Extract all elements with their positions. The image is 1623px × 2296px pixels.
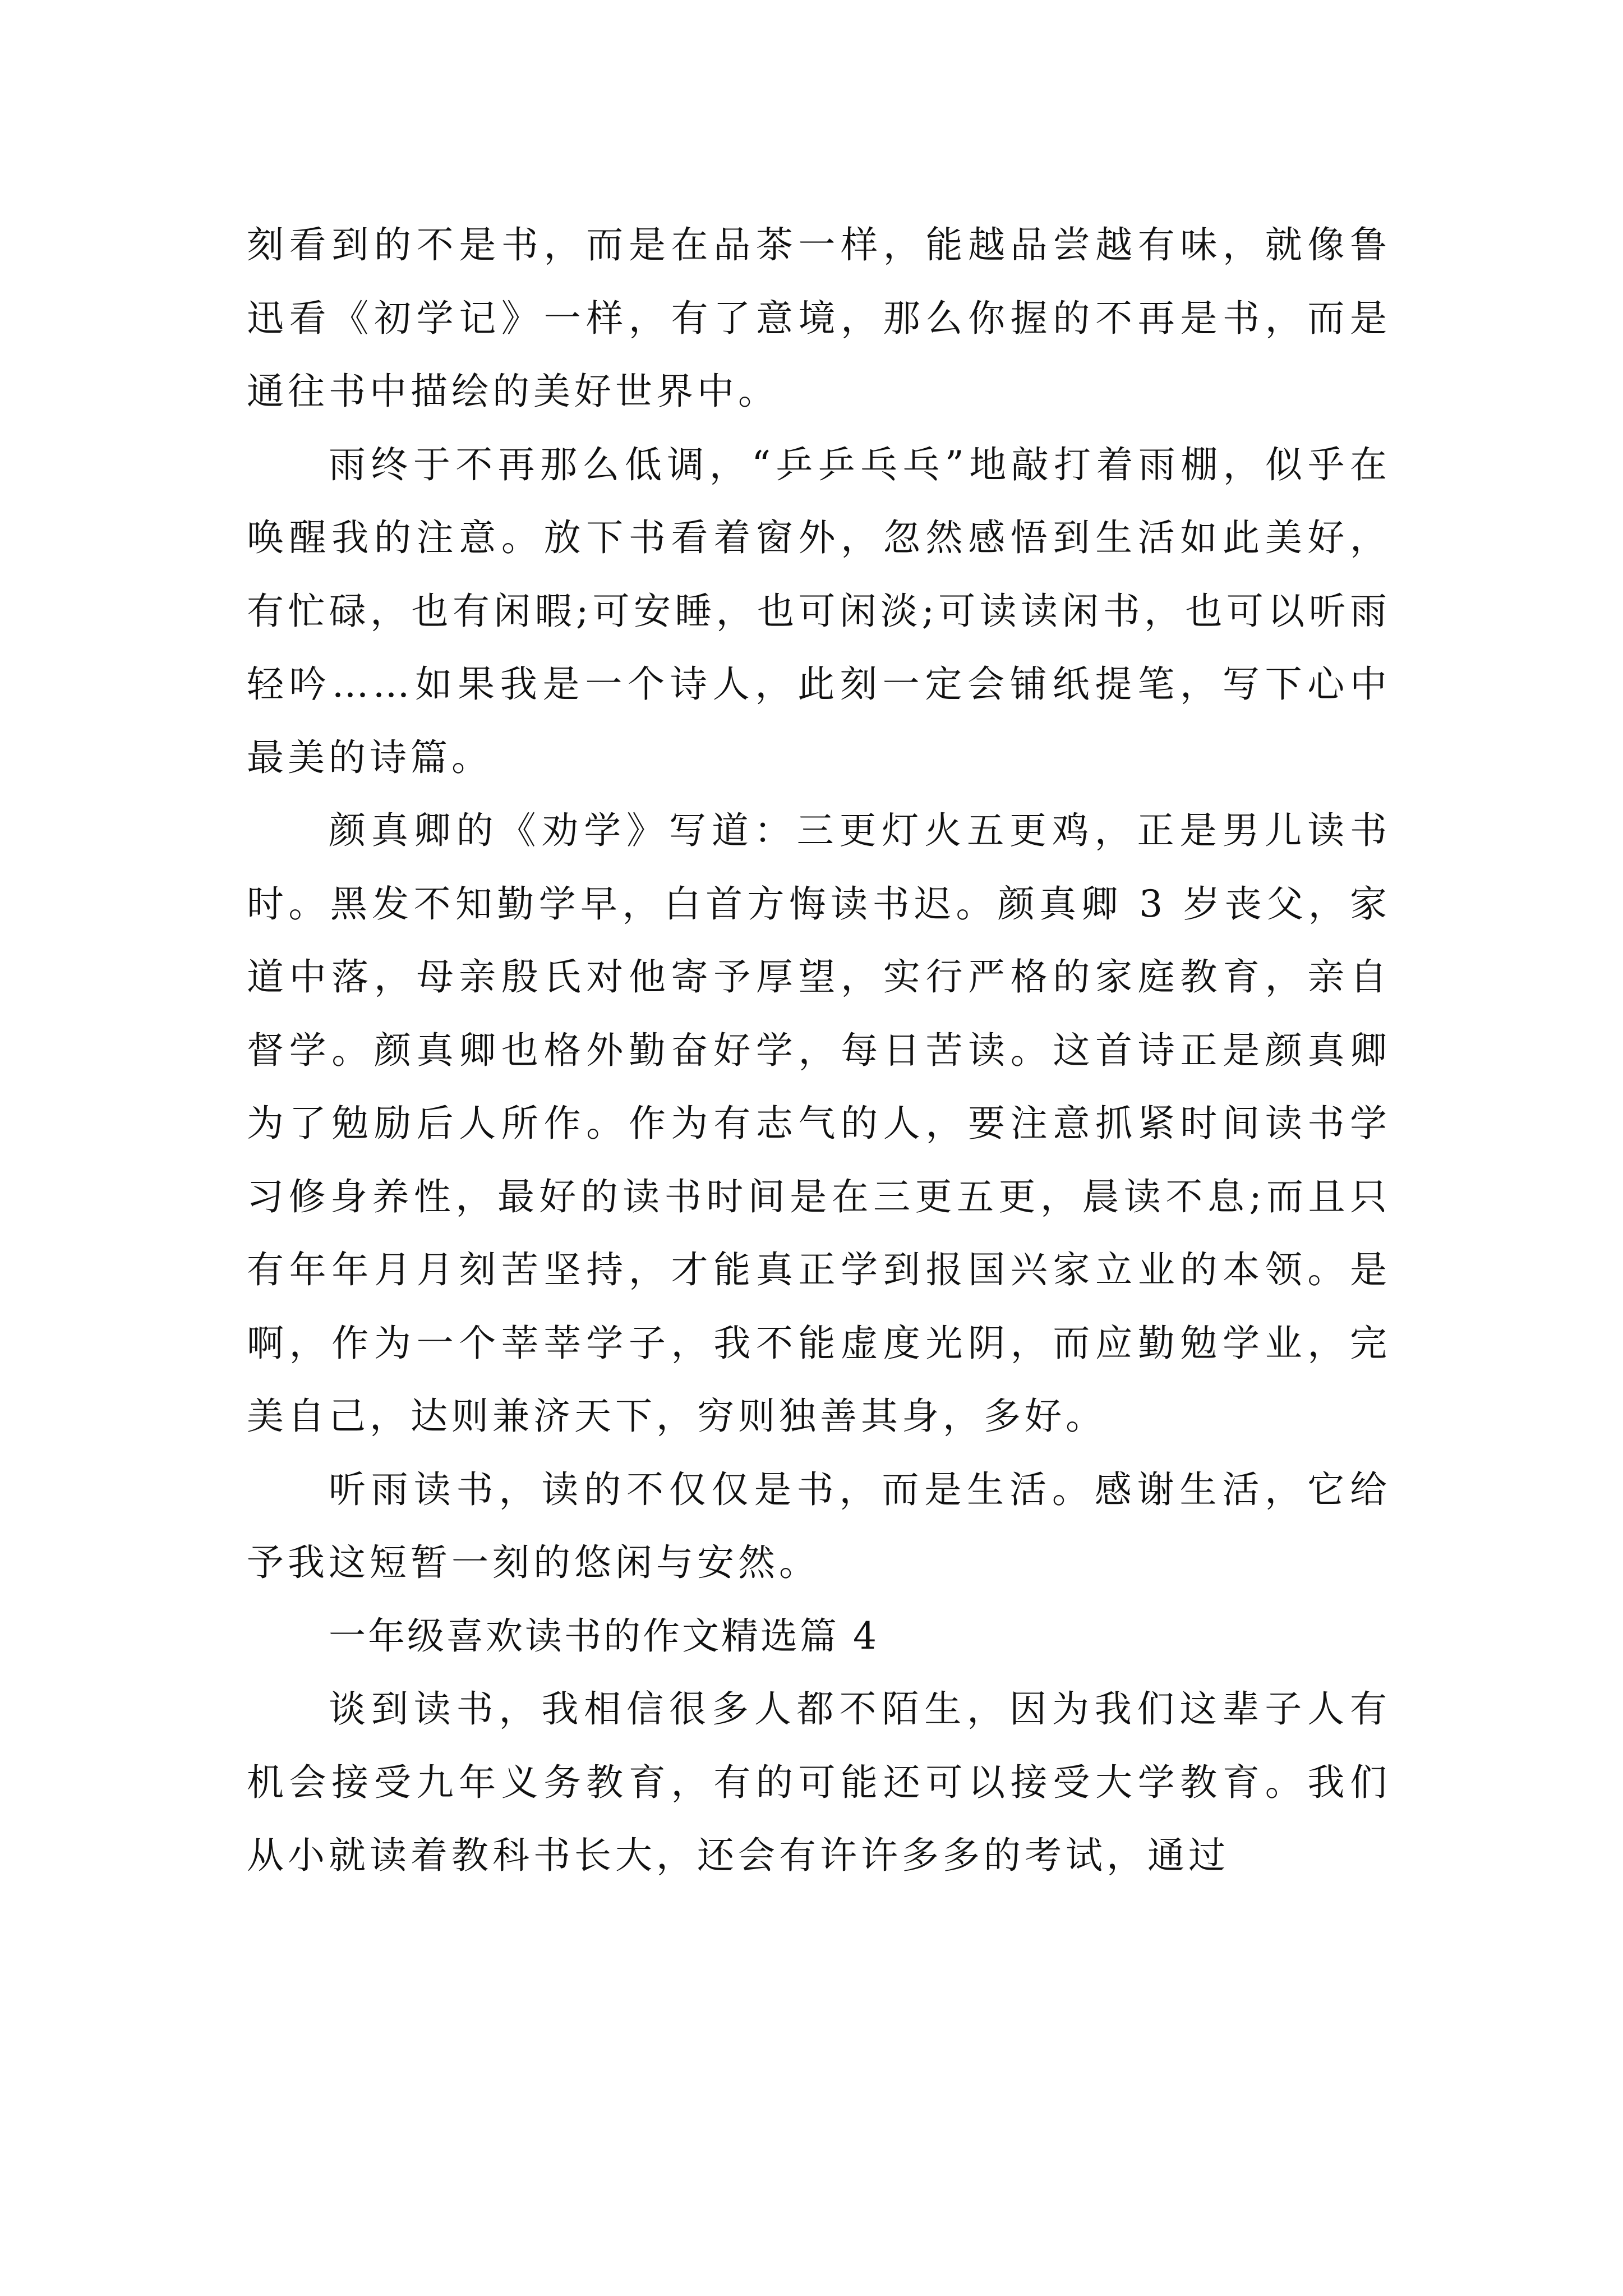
paragraph-listening-rain: 听雨读书，读的不仅仅是书，而是生活。感谢生活，它给予我这短暂一刻的悠闲与安然。 [247, 1467, 1391, 1584]
paragraph-talking-reading: 谈到读书，我相信很多人都不陌生，因为我们这辈子人有机会接受九年义务教育，有的可能还可以接受大学教育。我们从小就读着教科书长大，还会有许许多多的考试，通过 [247, 1687, 1391, 1877]
paragraph-continuation: 刻看到的不是书，而是在品茶一样，能越品尝越有味，就像鲁迅看《初学记》一样，有了意境，那么你握的不再是书，而是通往书中描绘的美好世界中。 [247, 223, 1391, 413]
section-heading: 一年级喜欢读书的作文精选篇 4 [329, 1614, 879, 1658]
paragraph-yan-zhenqing: 颜真卿的《劝学》写道：三更灯火五更鸡，正是男儿读书时。黑发不知勤学早，白首方悔读书迟。颜真卿 3 岁丧父，家道中落，母亲殷氏对他寄予厚望，实行严格的家庭教育，亲自督学。颜真卿也格外勤奋好学，每日苦读。这首诗正是颜真卿为了勉励后人所作。作为有志气的人，要注意抓紧时间读书学习修身养性，最好的读书时间是在三更五更，晨读不息;而且只有年年月月刻苦坚持，才能真正学到报国兴家立业的本领。是啊，作为一个莘莘学子，我不能虚度光阴，而应勤勉学业，完美自己，达则兼济天下，穷则独善其身，多好。 [247, 809, 1391, 1438]
paragraph-rain: 雨终于不再那么低调，“乒乒乓乓”地敲打着雨棚，似乎在唤醒我的注意。放下书看着窗外，忽然感悟到生活如此美好，有忙碌，也有闲暇;可安睡，也可闲淡;可读读闲书，也可以听雨轻吟……如果我是一个诗人，此刻一定会铺纸提笔，写下心中最美的诗篇。 [247, 443, 1391, 779]
document-body [247, 209, 1391, 1893]
